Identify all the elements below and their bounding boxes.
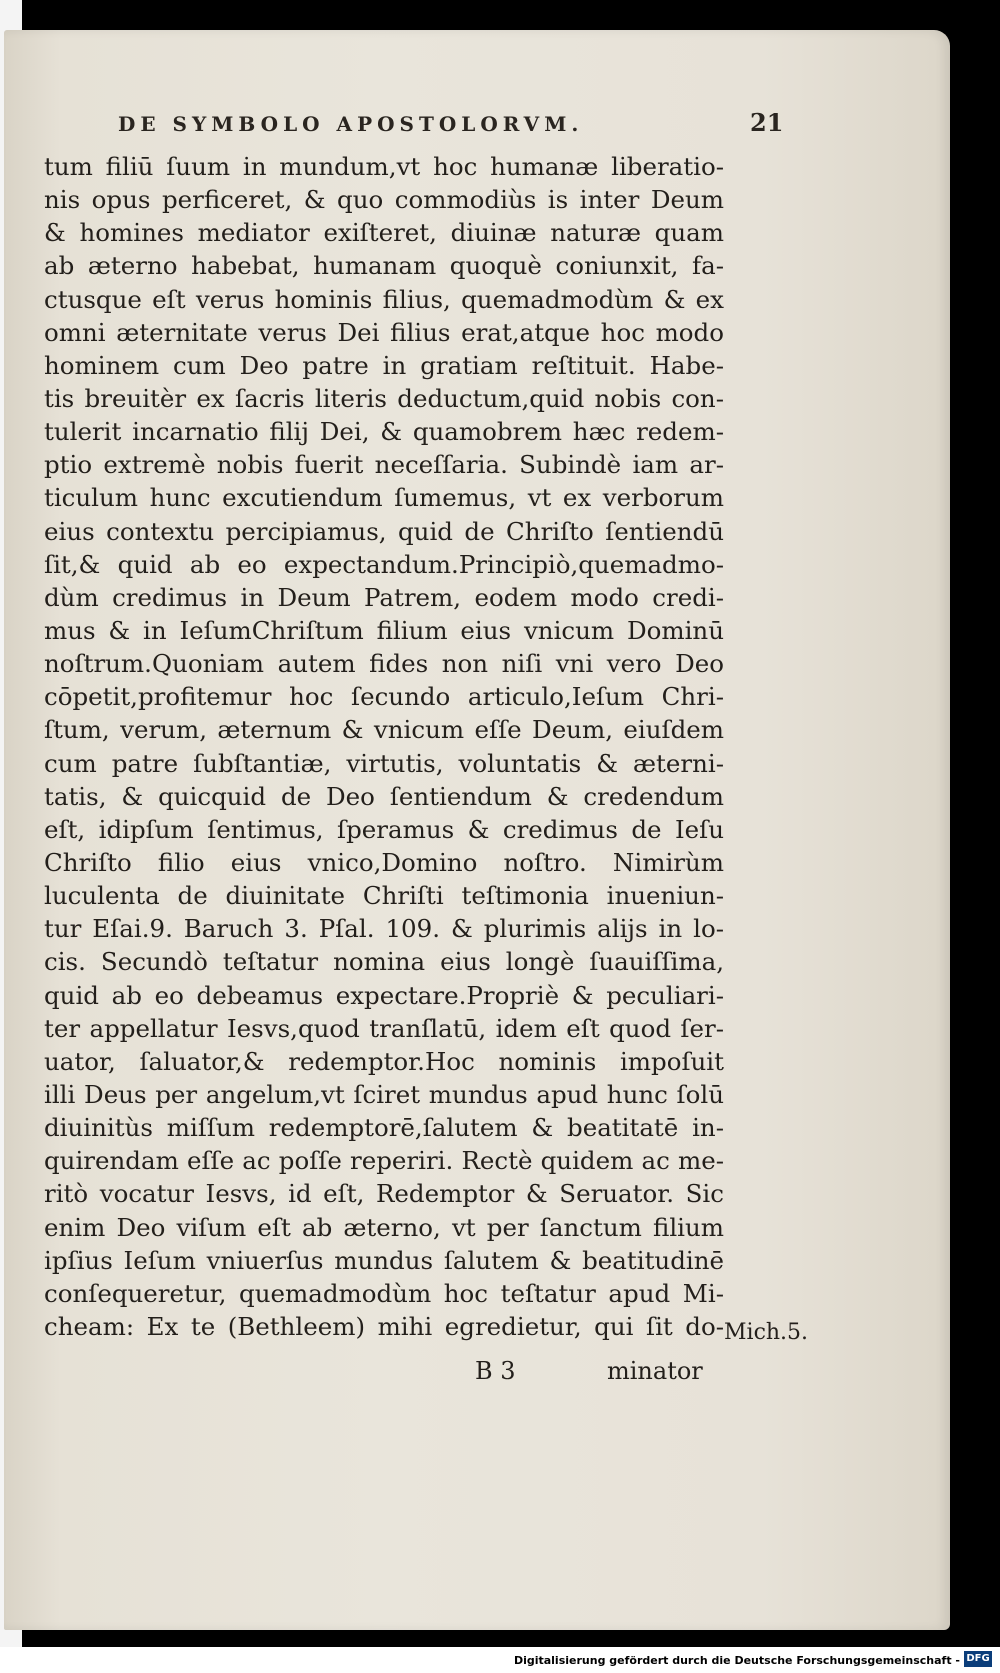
text-line: ptio extremè nobis fuerit neceſſaria. Subindè iam ar- xyxy=(44,450,724,480)
text-line: ctusque eſt verus hominis filius, quemadmodùm & ex xyxy=(44,284,724,314)
text-line: ipſius Ieſum vniuerſus mundus ſalutem & beatitudinē xyxy=(44,1245,724,1275)
text-line: tis breuitèr ex ſacris literis deductum,quid nobis con- xyxy=(44,383,724,413)
text-line: diuinitùs miſſum redemptorē,ſalutem & beatitatē in- xyxy=(44,1113,724,1143)
running-head: DE SYMBOLO APOSTOLORVM. xyxy=(118,112,584,136)
text-line: ticulum hunc excutiendum ſumemus, vt ex verborum xyxy=(44,483,724,513)
text-line: tulerit incarnatio filij Dei, & quamobrem hæc redem- xyxy=(44,417,724,447)
margin-note: Mich.5. xyxy=(724,1320,809,1345)
text-line: omni æternitate verus Dei filius erat,atque hoc modo xyxy=(44,317,724,347)
text-line: Chriſto filio eius vnico,Domino noſtro. Nimirùm xyxy=(44,847,724,877)
text-line: ritò vocatur Iesvs, id eſt, Redemptor & Seruator. Sic xyxy=(44,1179,724,1209)
page-number: 21 xyxy=(750,108,784,137)
text-line: tum filiū ſuum in mundum,vt hoc humanæ liberatio- xyxy=(44,152,724,181)
text-line: uator, ſaluator,& redemptor.Hoc nominis impoſuit xyxy=(44,1046,724,1076)
text-line: hominem cum Deo patre in gratiam reſtituit. Habe- xyxy=(44,350,724,380)
text-line: ſit,& quid ab eo expectandum.Principiò,quemadmo- xyxy=(44,549,724,579)
dfg-logo: DFG xyxy=(964,1651,992,1667)
text-line: enim Deo viſum eſt ab æterno, vt per ſanctum filium xyxy=(44,1212,724,1242)
catchword: minator xyxy=(607,1357,703,1385)
text-line: conſequeretur, quemadmodùm hoc teſtatur apud Mi- xyxy=(44,1278,724,1308)
text-line: dùm credimus in Deum Patrem, eodem modo credi- xyxy=(44,582,724,612)
text-line: cum patre ſubſtantiæ, virtutis, voluntatis & æterni- xyxy=(44,748,724,778)
text-line: nis opus perficeret, & quo commodiùs is inter Deum xyxy=(44,185,724,215)
text-line: ſtum, verum, æternum & vnicum eſſe Deum, eiuſdem xyxy=(44,715,724,745)
text-line: ter appellatur Iesvs,quod tranſlatū, idem eſt quod ſer- xyxy=(44,1013,724,1043)
footer-credit: Digitalisierung gefördert durch die Deutsche Forschungsgemeinschaft - xyxy=(513,1654,960,1667)
text-line: eius contextu percipiamus, quid de Chriſto ſentiendū xyxy=(44,516,724,546)
text-line: cheam: Ex te (Bethleem) mihi egredietur, qui ſit do- xyxy=(44,1311,724,1341)
text-line: tatis, & quicquid de Deo ſentiendum & credendum xyxy=(44,781,724,811)
text-line: quid ab eo debeamus expectare.Propriè & peculiari- xyxy=(44,980,724,1010)
text-line: cōpetit,profitemur hoc ſecundo articulo,Ieſum Chri- xyxy=(44,682,724,712)
text-line: eſt, idipſum ſentimus, ſperamus & credimus de Ieſu xyxy=(44,814,724,844)
text-line: luculenta de diuinitate Chriſti teſtimonia inueniun- xyxy=(44,881,724,911)
text-line: cis. Secundò teſtatur nomina eius longè ſuauiſſima, xyxy=(44,947,724,977)
body-text xyxy=(44,150,724,1343)
text-line: tur Eſai.9. Baruch 3. Pſal. 109. & plurimis alijs in lo- xyxy=(44,914,724,944)
text-line: mus & in IeſumChriſtum filium eius vnicum Dominū xyxy=(44,615,724,645)
text-line: noſtrum.Quoniam autem fides non niſi vni vero Deo xyxy=(44,649,724,679)
text-line: & homines mediator exiſteret, diuinæ naturæ quam xyxy=(44,218,724,248)
text-line: ab æterno habebat, humanam quoquè coniunxit, fa- xyxy=(44,251,724,281)
text-line: quirendam eſſe ac poſſe reperiri. Rectè quidem ac me- xyxy=(44,1146,724,1176)
signature-mark: B 3 xyxy=(475,1357,516,1385)
text-line: illi Deus per angelum,vt ſciret mundus apud hunc ſolū xyxy=(44,1079,724,1109)
